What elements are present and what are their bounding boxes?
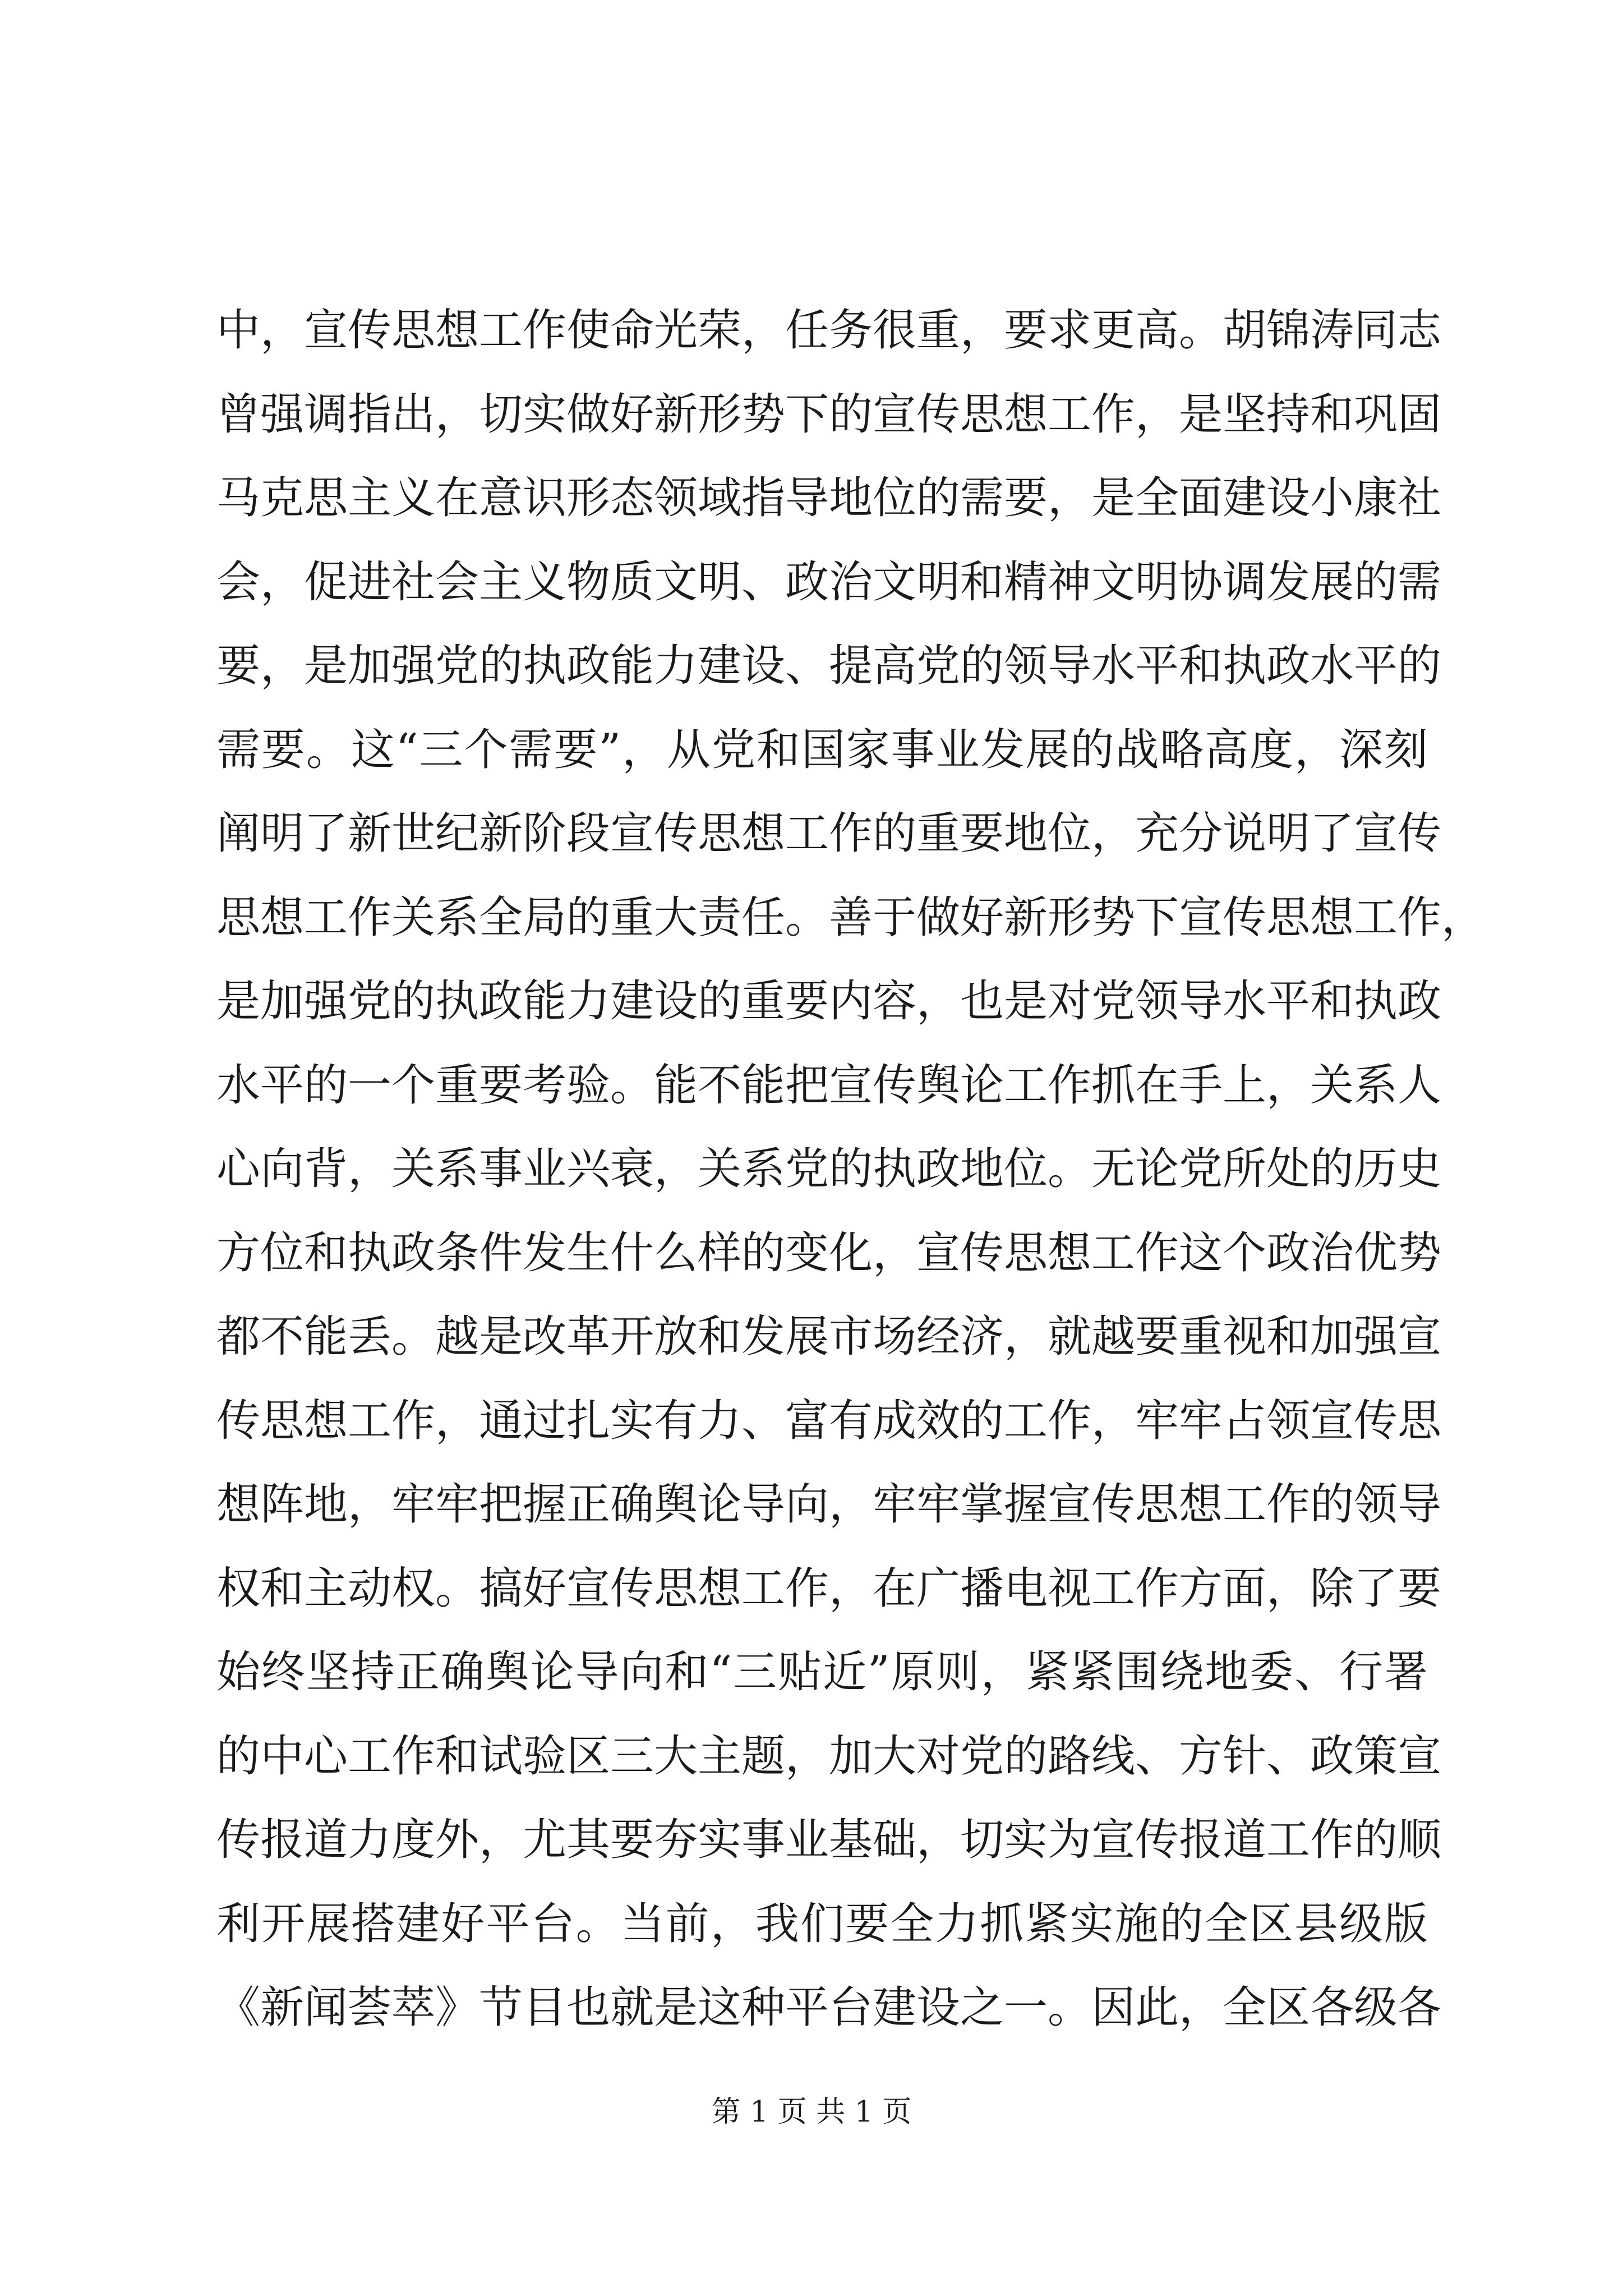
text-line: 思想工作关系全局的重大责任。善于做好新形势下宣传思想工作， — [216, 892, 1486, 943]
text-line: 《新闻荟萃》节目也就是这种平台建设之一。因此，全区各级各 — [216, 1982, 1442, 2033]
text-line: 马克思主义在意识形态领域指导地位的需要，是全面建设小康社 — [216, 473, 1442, 523]
text-line: 阐明了新世纪新阶段宣传思想工作的重要地位，充分说明了宣传 — [216, 808, 1442, 859]
text-line: 想阵地，牢牢把握正确舆论导向，牢牢掌握宣传思想工作的领导 — [216, 1479, 1442, 1530]
text-line: 利开展搭建好平台。当前，我们要全力抓紧实施的全区县级版 — [216, 1898, 1428, 1949]
text-line: 权和主动权。搞好宣传思想工作，在广播电视工作方面，除了要 — [216, 1563, 1442, 1614]
text-line: 会，促进社会主义物质文明、政治文明和精神文明协调发展的需 — [216, 556, 1442, 608]
text-line: 都不能丢。越是改革开放和发展市场经济，就越要重视和加强宣 — [216, 1312, 1442, 1362]
text-line: 水平的一个重要考验。能不能把宣传舆论工作抓在手上，关系人 — [216, 1060, 1442, 1111]
text-line: 的中心工作和试验区三大主题，加大对党的路线、方针、政策宣 — [216, 1731, 1442, 1782]
text-line: 需要。这“三个需要”，从党和国家事业发展的战略高度，深刻 — [216, 724, 1428, 775]
text-line: 中，宣传思想工作使命光荣，任务很重，要求更高。胡锦涛同志 — [216, 305, 1442, 356]
text-line: 要，是加强党的执政能力建设、提高党的领导水平和执政水平的 — [216, 641, 1442, 691]
text-line: 传思想工作，通过扎实有力、富有成效的工作，牢牢占领宣传思 — [216, 1395, 1442, 1446]
text-line: 方位和执政条件发生什么样的变化，宣传思想工作这个政治优势 — [216, 1227, 1442, 1278]
text-line: 传报道力度外，尤其要夯实事业基础，切实为宣传报道工作的顺 — [216, 1815, 1442, 1865]
text-line: 始终坚持正确舆论导向和“三贴近”原则，紧紧围绕地委、行署 — [216, 1647, 1428, 1697]
body-text — [216, 289, 1486, 2050]
text-line: 曾强调指出，切实做好新形势下的宣传思想工作，是坚持和巩固 — [216, 389, 1442, 440]
text-line: 心向背，关系事业兴衰，关系党的执政地位。无论党所处的历史 — [216, 1144, 1442, 1194]
text-line: 是加强党的执政能力建设的重要内容，也是对党领导水平和执政 — [216, 976, 1442, 1027]
page-footer: 第 1 页 共 1 页 — [711, 2095, 912, 2129]
